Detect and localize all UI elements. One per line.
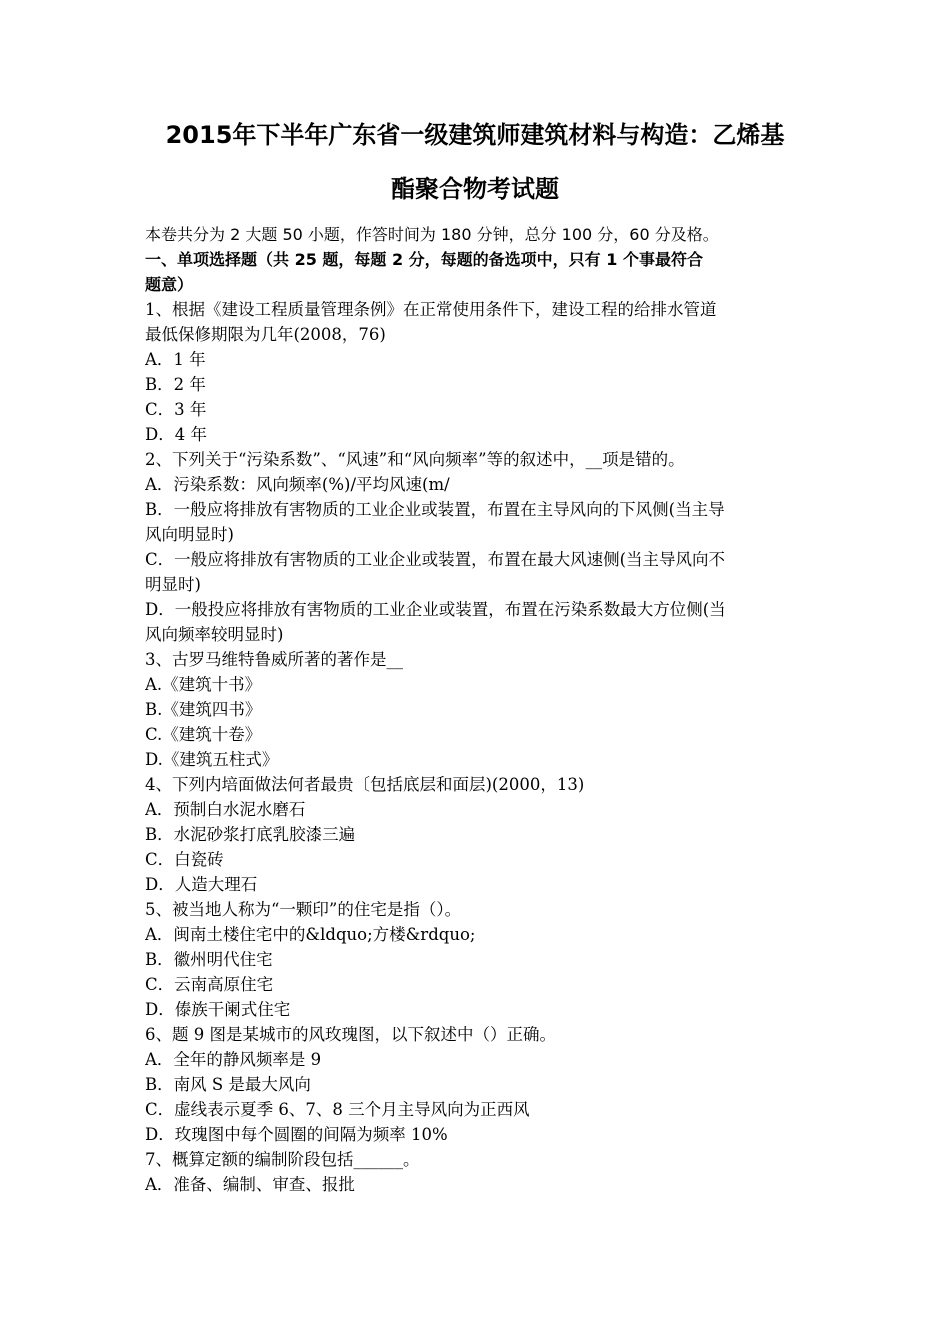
question-text-continued: 最低保修期限为几年(2008，76) [145, 325, 386, 344]
question-text-continued: 风向明显时) [145, 525, 234, 544]
document-title-line-2: 酯聚合物考试题 [391, 175, 559, 203]
answer-option: D．玫瑰图中每个圆圈的间隔为频率 10% [145, 1125, 448, 1144]
answer-option: A．预制白水泥水磨石 [145, 800, 306, 819]
answer-option: D．4 年 [145, 425, 207, 444]
answer-option: D．傣族干阑式住宅 [145, 1000, 291, 1019]
answer-option: B．水泥砂浆打底乳胶漆三遍 [145, 825, 356, 844]
answer-option: A．闽南土楼住宅中的&ldquo;方楼&rdquo; [145, 925, 476, 944]
question-text: 1、根据《建设工程质量管理条例》在正常使用条件下，建设工程的给排水管道 [145, 300, 717, 319]
question-list [145, 297, 815, 1197]
section-heading-continued: 题意） [145, 275, 194, 294]
answer-option: D．人造大理石 [145, 875, 258, 894]
answer-option: D．一般投应将排放有害物质的工业企业或装置，布置在污染系数最大方位侧(当 [145, 600, 726, 619]
question-text-continued: 风向频率较明显时) [145, 625, 284, 644]
question-text: 6、题 9 图是某城市的风玫瑰图，以下叙述中（）正确。 [145, 1025, 556, 1044]
answer-option: C．一般应将排放有害物质的工业企业或装置，布置在最大风速侧(当主导风向不 [145, 550, 726, 569]
question-text: 2、下列关于“污染系数”、“风速”和“风向频率”等的叙述中，__项是错的。 [145, 450, 685, 469]
section-heading: 一、单项选择题（共 25 题，每题 2 分，每题的备选项中，只有 1 个事最符合 [145, 250, 703, 269]
document-title-line-1: 2015年下半年广东省一级建筑师建筑材料与构造：乙烯基 [165, 121, 785, 149]
answer-option: A．1 年 [145, 350, 206, 369]
answer-option: C．白瓷砖 [145, 850, 224, 869]
answer-option: D.《建筑五柱式》 [145, 750, 279, 769]
answer-option: C．3 年 [145, 400, 207, 419]
answer-option: A．准备、编制、审查、报批 [145, 1175, 355, 1194]
answer-option: B．2 年 [145, 375, 206, 394]
answer-option: A．全年的静风频率是 9 [145, 1050, 322, 1069]
answer-option: B．南风 S 是最大风向 [145, 1075, 311, 1094]
answer-option: C.《建筑十卷》 [145, 725, 262, 744]
document-body [145, 222, 815, 1197]
answer-option: B．徽州明代住宅 [145, 950, 273, 969]
answer-option: A.《建筑十书》 [145, 675, 262, 694]
question-text: 7、概算定额的编制阶段包括______。 [145, 1150, 420, 1169]
question-text: 3、古罗马维特鲁威所著的著作是__ [145, 650, 403, 669]
answer-option: B．一般应将排放有害物质的工业企业或装置，布置在主导风向的下风侧(当主导 [145, 500, 725, 519]
question-text: 4、下列内培面做法何者最贵〔包括底层和面层)(2000，13) [145, 775, 585, 794]
question-text-continued: 明显时) [145, 575, 201, 594]
answer-option: C．云南高原住宅 [145, 975, 274, 994]
answer-option: C．虚线表示夏季 6、7、8 三个月主导风向为正西风 [145, 1100, 530, 1119]
exam-intro: 本卷共分为 2 大题 50 小题，作答时间为 180 分钟，总分 100 分，60 分及格。 [145, 225, 719, 244]
question-text: 5、被当地人称为“一颗印”的住宅是指（）。 [145, 900, 462, 919]
answer-option: A．污染系数：风向频率(%)/平均风速(m/ [145, 475, 450, 494]
answer-option: B.《建筑四书》 [145, 700, 262, 719]
